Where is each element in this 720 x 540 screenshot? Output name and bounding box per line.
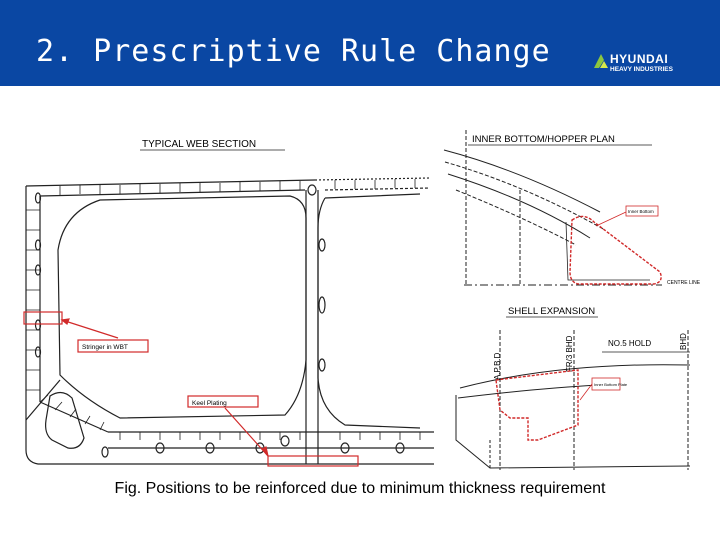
stringer-highlight [24, 312, 62, 324]
shell-expansion-heading: SHELL EXPANSION [508, 306, 596, 317]
figure-caption: Fig. Positions to be reinforced due to minimum thickness requirement [114, 480, 606, 497]
shell-callout: Inner Bottom Plate [594, 382, 628, 387]
shell-highlight [496, 370, 578, 440]
slide-title: 2. Prescriptive Rule Change [36, 34, 551, 69]
stringer-callout: Stringer in WBT [82, 344, 128, 351]
keel-callout: Keel Plating [192, 400, 227, 407]
logo-name: HYUNDAI [610, 52, 669, 66]
centre-line-label: CENTRE LINE [667, 280, 701, 286]
inner-bottom-heading: INNER BOTTOM/HOPPER PLAN [472, 134, 615, 145]
bhd-label-fr: FR/3 BHD [565, 335, 574, 372]
inner-bottom-highlight [570, 216, 661, 284]
hold-label: NO.5 HOLD [608, 339, 652, 348]
web-section-heading: TYPICAL WEB SECTION [142, 139, 257, 150]
logo-subtitle: HEAVY INDUSTRIES [610, 66, 673, 73]
bhd-label-bhd: BHD [679, 333, 688, 350]
shell-expansion-markup [496, 370, 620, 440]
web-section-drawing [26, 139, 434, 464]
web-section-markup [24, 312, 358, 466]
shell-expansion-drawing [456, 306, 690, 470]
inner-bottom-callout: Inner Bottom [628, 209, 654, 214]
inner-bottom-markup [570, 206, 661, 284]
bhd-label-ap: A.P.B.D [493, 352, 502, 380]
